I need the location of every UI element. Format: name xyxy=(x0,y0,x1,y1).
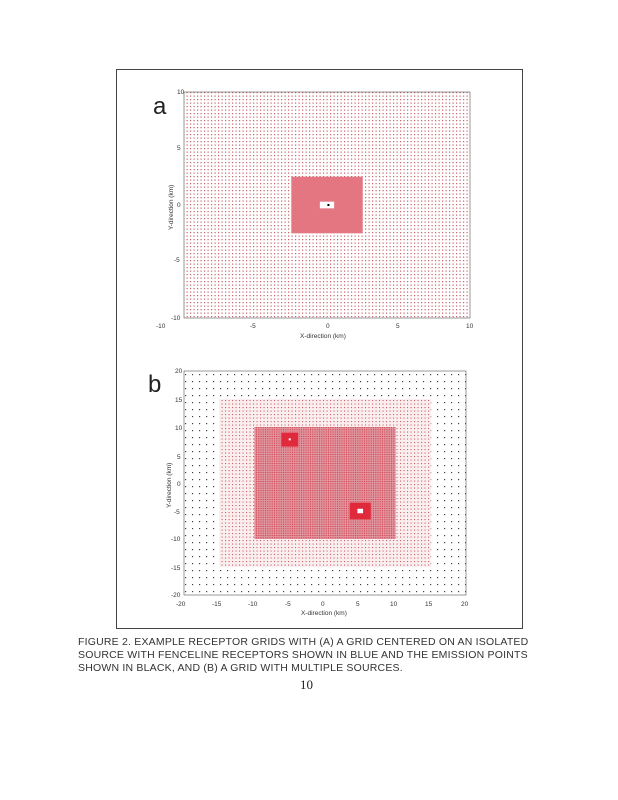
caption-line-3: SHOWN IN BLACK, AND (B) A GRID WITH MULTIPLE SOURCES. xyxy=(78,662,403,674)
panel-b-label: b xyxy=(148,371,162,398)
tick-b-x--15: -15 xyxy=(212,601,222,608)
tick-b-x--5: -5 xyxy=(285,601,291,608)
receptor-region-b-2 xyxy=(255,427,396,539)
tick-b-y--10: -10 xyxy=(171,536,181,543)
tick-b-x-15: 15 xyxy=(425,601,433,608)
tick-a-x-5: 5 xyxy=(396,323,400,330)
tick-b-x--10: -10 xyxy=(248,601,258,608)
tick-a-x--5: -5 xyxy=(250,323,256,330)
tick-b-x-0: 0 xyxy=(321,601,325,608)
xlabel-b: X-direction (km) xyxy=(301,610,347,617)
page-number: 10 xyxy=(300,677,313,692)
tick-a-y-5: 5 xyxy=(177,145,181,152)
tick-a-y-0: 0 xyxy=(177,202,181,209)
tick-b-y-15: 15 xyxy=(175,397,183,404)
tick-b-x--20: -20 xyxy=(176,601,186,608)
tick-a-x--10: -10 xyxy=(156,323,166,330)
tick-b-y-5: 5 xyxy=(177,454,181,461)
tick-b-y-0: 0 xyxy=(177,481,181,488)
tick-b-y-10: 10 xyxy=(175,425,183,432)
emission-point-b-1 xyxy=(359,510,361,512)
caption-line-2: SOURCE WITH FENCELINE RECEPTORS SHOWN IN BLUE AND THE EMISSION POINTS xyxy=(78,649,528,661)
caption-line-1: FIGURE 2. EXAMPLE RECEPTOR GRIDS WITH (A) A GRID CENTERED ON AN ISOLATED xyxy=(78,636,529,648)
tick-b-y--5: -5 xyxy=(174,509,180,516)
ylabel-b: Y-direction (km) xyxy=(166,462,173,508)
tick-b-y--20: -20 xyxy=(171,592,181,599)
tick-a-y--5: -5 xyxy=(174,257,180,264)
ylabel-a: Y-direction (km) xyxy=(168,184,175,230)
tick-a-x-10: 10 xyxy=(466,323,474,330)
xlabel-a: X-direction (km) xyxy=(300,333,346,340)
tick-b-x-5: 5 xyxy=(356,601,360,608)
tick-a-y--10: -10 xyxy=(171,315,181,322)
tick-b-x-10: 10 xyxy=(390,601,398,608)
panel-a-label: a xyxy=(153,93,167,120)
tick-b-y-20: 20 xyxy=(175,368,183,375)
emission-point-b-0 xyxy=(289,438,291,440)
tick-b-x-20: 20 xyxy=(461,601,469,608)
tick-a-y-10: 10 xyxy=(177,89,185,96)
figure-caption xyxy=(78,636,558,675)
tick-a-x-0: 0 xyxy=(326,323,330,330)
tick-b-y--15: -15 xyxy=(171,565,181,572)
